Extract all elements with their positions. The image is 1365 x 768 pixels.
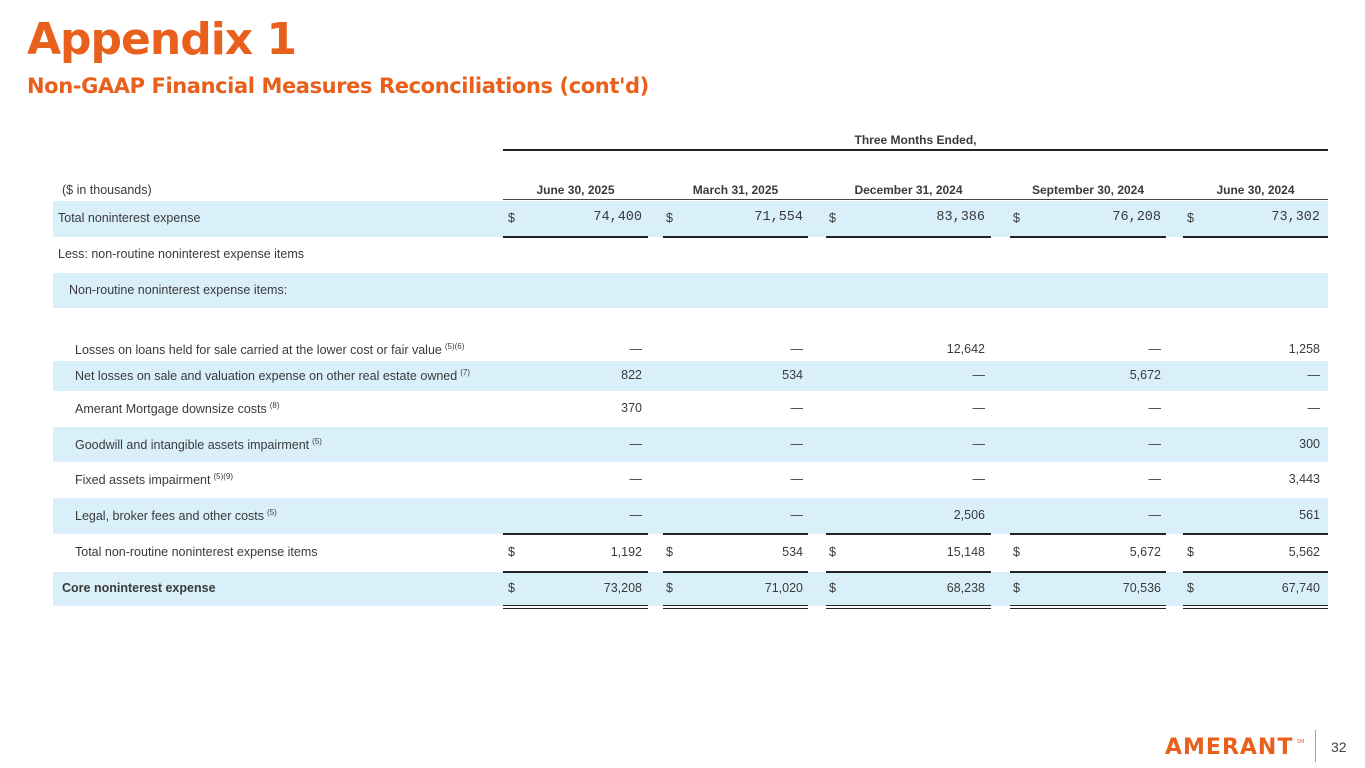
table-row: [53, 237, 1328, 273]
value-cell: 76,208: [1112, 210, 1161, 225]
value-cell: 73,302: [1271, 210, 1320, 225]
table-row: [53, 427, 1328, 462]
value-cell: 71,020: [764, 581, 803, 595]
value-cell: —: [972, 401, 985, 415]
row-label: [75, 401, 280, 416]
value-cell: 5,562: [1288, 545, 1320, 559]
footnote-ref: (5)(6): [444, 342, 465, 351]
value-cell: —: [972, 368, 985, 382]
row-label: [58, 211, 200, 225]
row-label: [75, 545, 318, 559]
value-cell: —: [1307, 401, 1320, 415]
value-cell: 534: [782, 368, 803, 382]
group-header-rule: [503, 149, 1328, 151]
row-label-text: Amerant Mortgage downsize costs: [75, 402, 267, 417]
value-cell: —: [1148, 508, 1161, 522]
row-label-text: Goodwill and intangible assets impairment: [75, 438, 310, 453]
currency-symbol: $: [508, 211, 515, 225]
value-cell: —: [972, 472, 985, 486]
page-number: 32: [1331, 739, 1347, 755]
underline: [826, 533, 991, 535]
value-cell: —: [629, 508, 642, 522]
footnote-ref: (5): [267, 508, 277, 517]
underline: [1010, 571, 1166, 573]
value-cell: —: [1148, 472, 1161, 486]
double-underline: [663, 605, 808, 609]
value-cell: 370: [621, 401, 642, 415]
underline: [663, 533, 808, 535]
double-underline: [826, 605, 991, 609]
currency-symbol: $: [1013, 581, 1020, 595]
page-title: Appendix 1: [27, 14, 297, 65]
currency-symbol: $: [1187, 581, 1194, 595]
value-cell: 68,238: [946, 581, 985, 595]
value-cell: 71,554: [754, 210, 803, 225]
value-cell: —: [972, 437, 985, 451]
row-label-text: Core noninterest expense: [62, 581, 216, 595]
footer-separator: [1315, 730, 1316, 762]
value-cell: 73,208: [603, 581, 642, 595]
table-row: [53, 534, 1328, 572]
row-label-text: Non-routine noninterest expense items:: [69, 283, 288, 297]
value-cell: —: [790, 508, 803, 522]
currency-symbol: $: [508, 581, 515, 595]
row-label-text: Legal, broker fees and other costs: [75, 509, 265, 524]
table-row: [53, 462, 1328, 498]
row-label-text: Total noninterest expense: [58, 211, 201, 225]
row-label-text: Losses on loans held for sale carried at the lower cost or fair value: [75, 343, 442, 358]
page-subtitle: Non-GAAP Financial Measures Reconciliations (cont'd): [27, 74, 649, 98]
column-header: September 30, 2024: [1031, 183, 1145, 197]
currency-symbol: $: [829, 581, 836, 595]
currency-symbol: $: [1187, 211, 1194, 225]
underline: [1183, 571, 1328, 573]
group-header: Three Months Ended,: [854, 133, 977, 147]
underline: [1183, 533, 1328, 535]
underline: [663, 236, 808, 238]
underline: [1183, 236, 1328, 238]
currency-symbol: $: [666, 545, 673, 559]
logo-text: AMERANT: [1165, 735, 1294, 757]
underline: [1010, 236, 1166, 238]
value-cell: 300: [1299, 437, 1320, 451]
value-cell: 1,258: [1288, 342, 1320, 356]
column-header: March 31, 2025: [692, 183, 779, 197]
row-label-text: Total non-routine noninterest expense items: [75, 545, 318, 559]
underline: [1010, 533, 1166, 535]
value-cell: 2,506: [953, 508, 985, 522]
units-label: ($ in thousands): [62, 183, 152, 197]
row-label: [75, 472, 233, 487]
value-cell: —: [790, 342, 803, 356]
row-label: [75, 342, 464, 357]
value-cell: —: [790, 472, 803, 486]
value-cell: 70,536: [1122, 581, 1161, 595]
value-cell: 5,672: [1129, 368, 1161, 382]
value-cell: 67,740: [1281, 581, 1320, 595]
value-cell: —: [790, 437, 803, 451]
row-label: [62, 581, 216, 595]
row-label: [75, 508, 277, 523]
underline: [826, 236, 991, 238]
value-cell: —: [1148, 437, 1161, 451]
underline: [503, 236, 648, 238]
value-cell: —: [1307, 368, 1320, 382]
underline: [503, 571, 648, 573]
currency-symbol: $: [508, 545, 515, 559]
value-cell: —: [1148, 342, 1161, 356]
row-label: [58, 247, 304, 261]
value-cell: 83,386: [936, 210, 985, 225]
value-cell: 12,642: [946, 342, 985, 356]
row-label-text: Fixed assets impairment: [75, 473, 211, 488]
currency-symbol: $: [829, 545, 836, 559]
row-label: [69, 283, 287, 297]
underline: [663, 571, 808, 573]
value-cell: —: [1148, 401, 1161, 415]
currency-symbol: $: [1187, 545, 1194, 559]
value-cell: —: [629, 342, 642, 356]
footnote-ref: (5): [312, 437, 322, 446]
currency-symbol: $: [1013, 545, 1020, 559]
row-label-text: Net losses on sale and valuation expense on other real estate owned: [75, 369, 458, 384]
double-underline: [503, 605, 648, 609]
currency-symbol: $: [1013, 211, 1020, 225]
column-header: December 31, 2024: [854, 183, 963, 197]
underline: [503, 533, 648, 535]
value-cell: 3,443: [1288, 472, 1320, 486]
footnote-ref: (8): [269, 401, 280, 410]
amerant-logo: [1165, 735, 1305, 762]
double-underline: [1010, 605, 1166, 609]
value-cell: 15,148: [946, 545, 985, 559]
column-header: June 30, 2025: [536, 183, 615, 197]
value-cell: 5,672: [1129, 545, 1161, 559]
column-header: June 30, 2024: [1216, 183, 1295, 197]
value-cell: 561: [1299, 508, 1320, 522]
value-cell: 74,400: [593, 210, 642, 225]
currency-symbol: $: [666, 581, 673, 595]
row-label: [75, 437, 322, 452]
table-row: [53, 273, 1328, 308]
double-underline: [1183, 605, 1328, 609]
footnote-ref: (7): [460, 368, 470, 377]
table-row: [53, 201, 1328, 237]
row-label: [75, 368, 470, 383]
value-cell: 534: [782, 545, 803, 559]
value-cell: —: [629, 437, 642, 451]
value-cell: —: [629, 472, 642, 486]
table-row: [53, 308, 1328, 361]
underline: [826, 571, 991, 573]
row-label-text: Less: non-routine noninterest expense items: [58, 247, 304, 261]
table-row: [53, 572, 1328, 606]
currency-symbol: $: [829, 211, 836, 225]
footnote-ref: (5)(9): [213, 472, 234, 481]
table-row: [53, 391, 1328, 427]
table-row: [53, 498, 1328, 534]
logo-mark: SM: [1297, 739, 1305, 745]
value-cell: —: [790, 401, 803, 415]
currency-symbol: $: [666, 211, 673, 225]
table-row: [53, 361, 1328, 391]
value-cell: 822: [621, 368, 642, 382]
value-cell: 1,192: [610, 545, 642, 559]
column-header-rule: [503, 199, 1328, 200]
